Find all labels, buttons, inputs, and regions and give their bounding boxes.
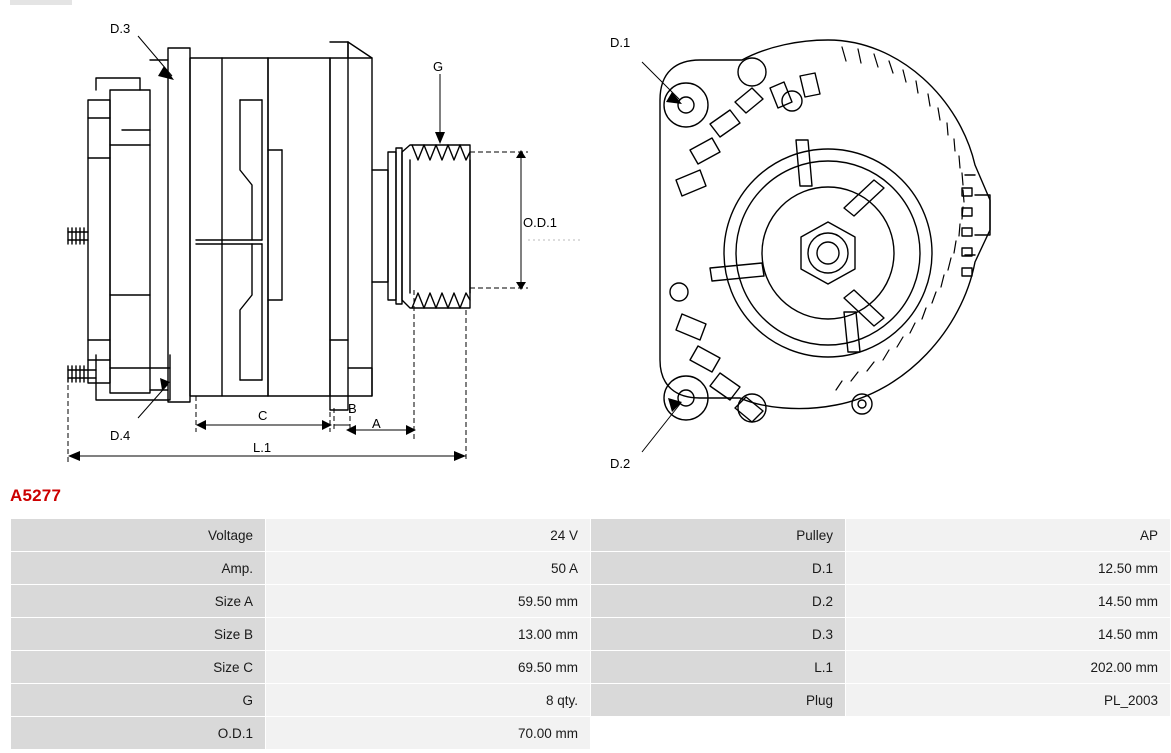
table-row	[11, 585, 1171, 618]
spec-label-voltage: Voltage	[11, 519, 266, 552]
specification-table-container	[10, 518, 1158, 750]
spec-label-d3: D.3	[591, 618, 846, 651]
spec-label-d2: D.2	[591, 585, 846, 618]
spec-value-size-b: 13.00 mm	[266, 618, 591, 651]
spec-label-size-b: Size B	[11, 618, 266, 651]
spec-value-size-c: 69.50 mm	[266, 651, 591, 684]
table-row	[11, 651, 1171, 684]
callout-d3: D.3	[110, 21, 131, 36]
part-number: A5277	[10, 486, 62, 505]
spec-value-d2: 14.50 mm	[846, 585, 1171, 618]
table-row	[11, 717, 1171, 750]
callout-a: A	[372, 416, 381, 431]
spec-label-size-c: Size C	[11, 651, 266, 684]
callout-d1: D.1	[610, 35, 631, 50]
spec-label-d1: D.1	[591, 552, 846, 585]
spec-value-voltage: 24 V	[266, 519, 591, 552]
callout-od1: O.D.1	[523, 215, 557, 230]
spec-label-od1: O.D.1	[11, 717, 266, 750]
callout-c: C	[258, 408, 268, 423]
spec-empty-cell-right	[846, 717, 1171, 750]
spec-label-size-a: Size A	[11, 585, 266, 618]
table-row	[11, 618, 1171, 651]
spec-value-size-a: 59.50 mm	[266, 585, 591, 618]
spec-value-l1: 202.00 mm	[846, 651, 1171, 684]
spec-label-plug: Plug	[591, 684, 846, 717]
spec-label-amp: Amp.	[11, 552, 266, 585]
callout-d4: D.4	[110, 428, 131, 443]
callout-l1: L.1	[253, 440, 272, 455]
spec-label-pulley: Pulley	[591, 519, 846, 552]
spec-value-d1: 12.50 mm	[846, 552, 1171, 585]
callout-g: G	[433, 59, 444, 74]
spec-value-g: 8 qty.	[266, 684, 591, 717]
spec-value-plug: PL_2003	[846, 684, 1171, 717]
spec-label-l1: L.1	[591, 651, 846, 684]
spec-value-pulley: AP	[846, 519, 1171, 552]
specification-table	[10, 518, 1171, 750]
spec-value-amp: 50 A	[266, 552, 591, 585]
spec-label-g: G	[11, 684, 266, 717]
callout-b: B	[348, 401, 357, 416]
spec-value-d3: 14.50 mm	[846, 618, 1171, 651]
table-row	[11, 519, 1171, 552]
table-row	[11, 684, 1171, 717]
spec-empty-cell-left	[591, 717, 846, 750]
callout-d2: D.2	[610, 456, 631, 471]
table-row	[11, 552, 1171, 585]
spec-value-od1: 70.00 mm	[266, 717, 591, 750]
